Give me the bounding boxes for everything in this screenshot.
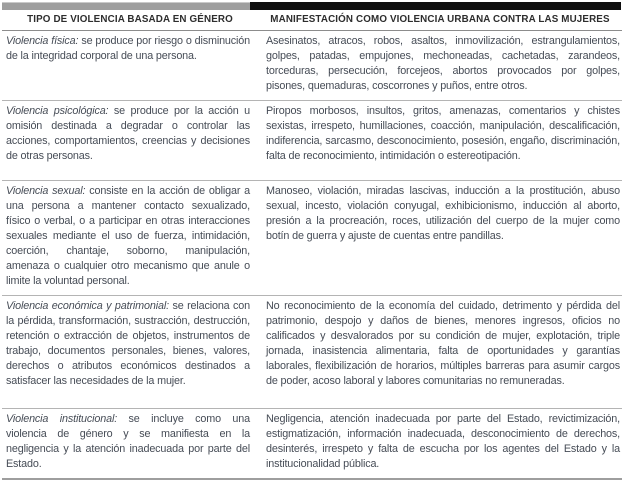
top-border-black-segment [250,2,621,10]
table-row-violencia-institucional [2,409,622,480]
violence-type-definition: se produce por riesgo o disminución de la integridad corporal de una persona. [6,35,250,62]
violence-type-definition: se produce por la acción u omisión destinada a degradar o controlar las acciones, comportamientos, creencias y decisiones de otras personas. [6,105,250,162]
cell-tipo-violencia-economica [2,296,258,409]
violence-types-table [2,10,622,480]
violence-type-term: Violencia sexual: [6,185,86,197]
column-header-manifestacion: MANIFESTACIÓN COMO VIOLENCIA URBANA CONTRA LAS MUJERES [258,10,622,31]
violence-type-definition: se incluye como una violencia de género y se manifiesta en la negligencia y la atención inadecuada por parte del Estado. [6,413,250,470]
cell-manifestacion-violencia-institucional: Negligencia, atención inadecuada por parte del Estado, revictimización, estigmatización, información inadecuada, desconocimiento de derechos, desinterés, irrespeto y falta de escucha por los agentes del Estado y la institucionalidad pública. [258,409,622,480]
table-row-violencia-sexual [2,181,622,296]
table-top-border [2,2,621,10]
violence-type-term: Violencia física: [6,35,79,47]
violence-type-term: Violencia económica y patrimonial: [6,300,169,312]
column-header-tipo-violencia: TIPO DE VIOLENCIA BASADA EN GÉNERO [2,10,258,31]
cell-manifestacion-violencia-fisica: Asesinatos, atracos, robos, asaltos, inmovilización, estrangulamientos, golpes, patadas, empujones, mechoneadas, cachetadas, zarandeos, torceduras, persecución, forcejeos, abortos provocados por golpes, pisones, quemaduras, coscorrones y puños, entre otros. [266,35,620,92]
cell-tipo-violencia-psicologica [2,101,258,181]
cell-manifestacion-violencia-economica: No reconocimiento de la economía del cuidado, detrimento y pérdida del patrimonio, despojo y daños de bienes, menores ingresos, oficios no calificados y desvalorados por su condición de mujer, explotación, triple jornada, inasistencia alimentaria, falta de oportunidades y garantías laborales, flexibilización de horarios, múltiples barreras para asumir cargos de poder, acoso laboral y labores comunitarias no remuneradas. [258,296,622,409]
violence-type-term: Violencia psicológica: [6,105,109,117]
violence-type-definition: consiste en la acción de obligar a una persona a mantener contacto sexualizado, físico o verbal, o a participar en otras interacciones sexuales mediante el uso de fuerza, intimidación, coerción, chantaje, soborno, manipulación, amenaza o cualquier otro mecanismo que anule o limite la voluntad personal. [6,185,251,287]
violence-type-definition: se relaciona con la pérdida, transformación, sustracción, destrucción, retención o extracción de objetos, instrumentos de trabajo, documentos personales, bienes, valores, derechos o atributos económicos destinados a satisfacer las necesidades de la mujer. [6,300,250,387]
table-row-violencia-economica-patrimonial [2,296,622,409]
table-row-violencia-psicologica [2,101,622,181]
top-border-gray-segment [2,2,250,10]
cell-manifestacion-violencia-sexual: Manoseo, violación, miradas lascivas, inducción a la prostitución, abuso sexual, incesto, violación conyugal, exhibicionismo, inducción al aborto, presión a la procreación, roces, utilización del cuerpo de la mujer como botín de guerra y ajuste de cuentas entre pandillas. [258,181,622,296]
cell-tipo-violencia-sexual [2,181,258,296]
table-row-violencia-fisica [2,31,622,101]
violence-type-term: Violencia institucional: [6,413,118,425]
cell-manifestacion-violencia-psicologica: Piropos morbosos, insultos, gritos, amenazas, comentarios y chistes sexistas, irrespeto, humillaciones, coacción, manipulación, descalificación, indiferencia, sarcasmo, desconocimiento, posesión, engaño, discriminación, falta de reconocimiento, intimidación o estereotipación. [258,101,622,181]
table-header-row [2,10,622,31]
cell-tipo-violencia-fisica [2,31,258,101]
cell-tipo-violencia-institucional [2,409,258,480]
